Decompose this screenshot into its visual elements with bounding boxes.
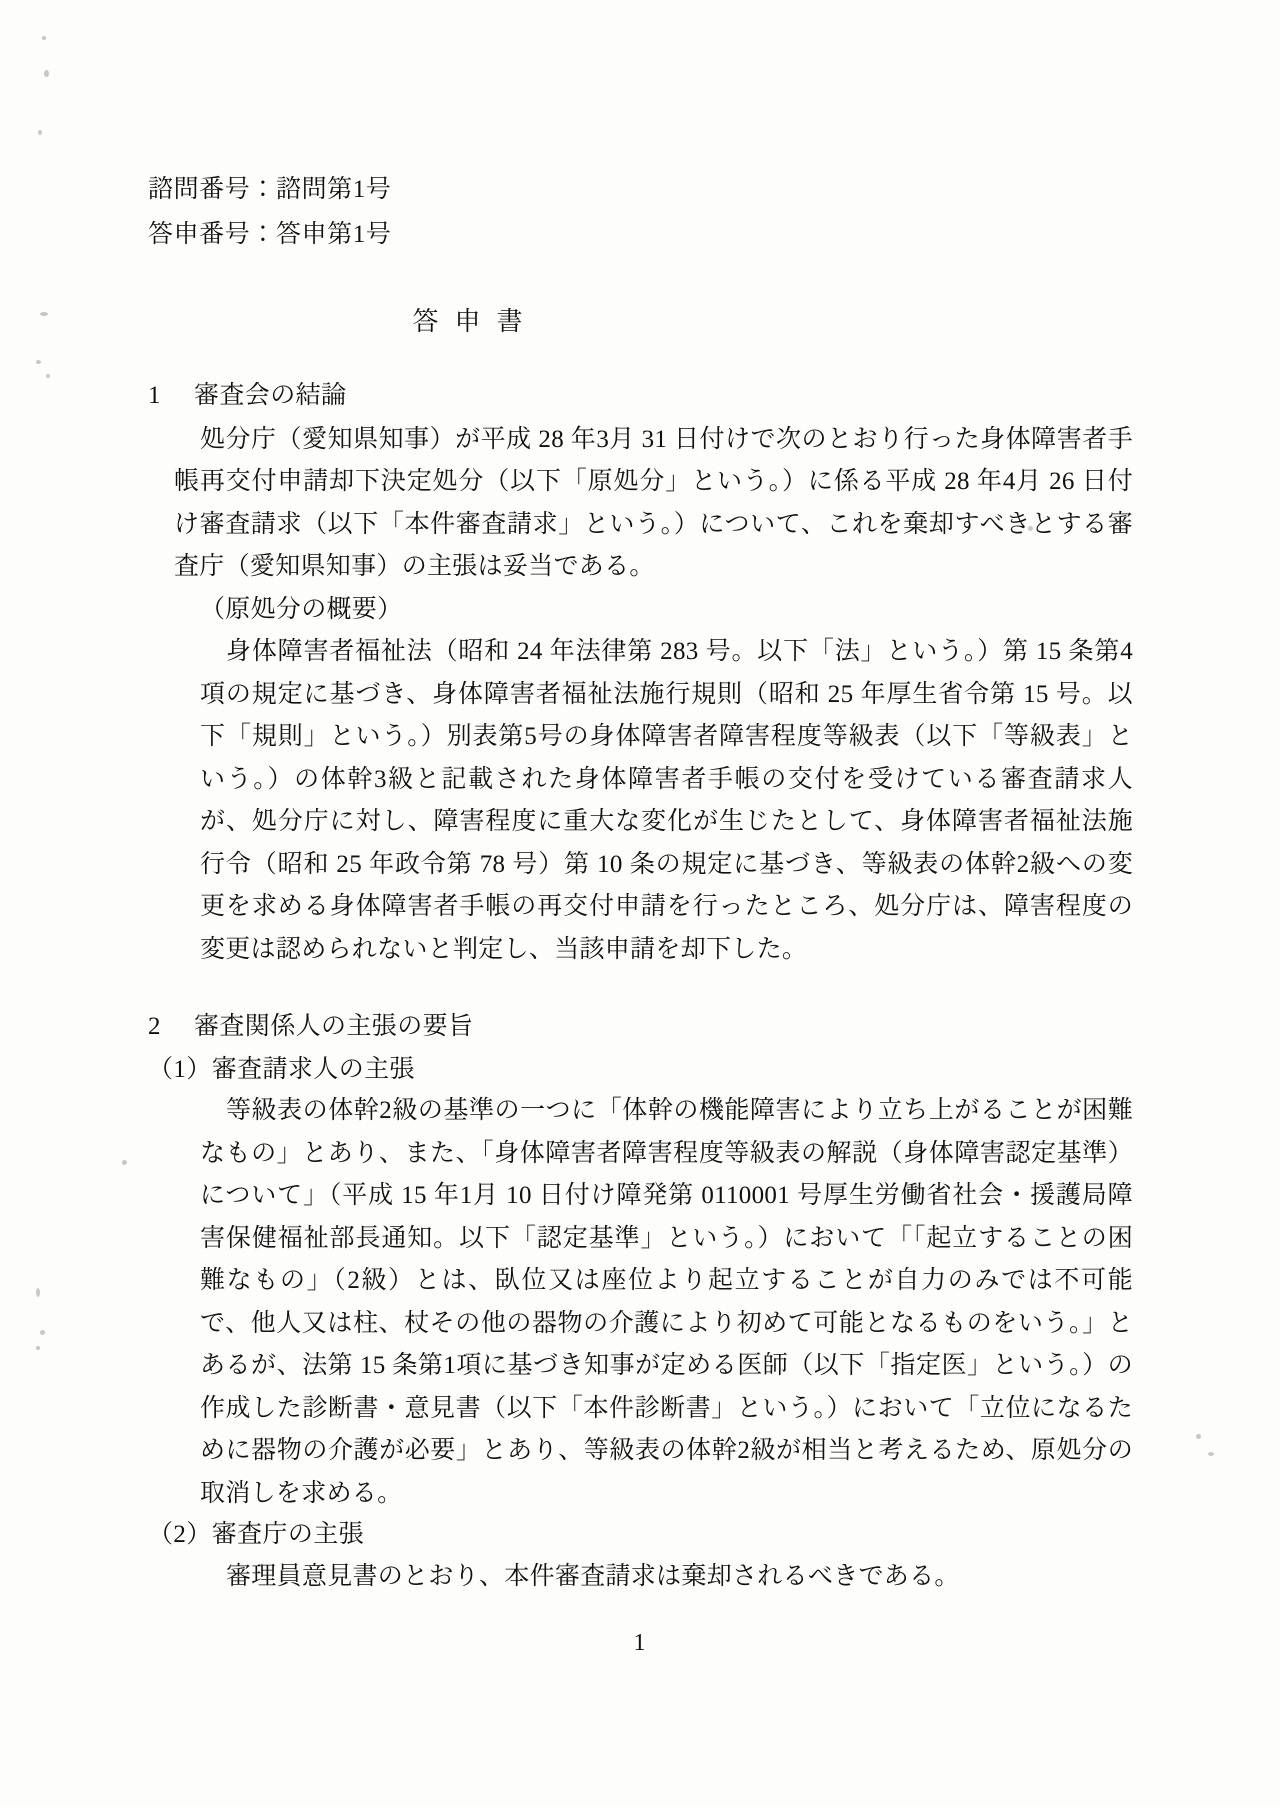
scan-speck (1208, 1452, 1214, 1456)
scan-speck (44, 70, 49, 77)
section-number: 1 (148, 382, 161, 409)
paragraph: 等級表の体幹2級の基準の一つに「体幹の機能障害により立ち上がることが困難なもの」とあり、また、「身体障害者障害程度等級表の解説（身体障害認定基準）について」（平成 15 年1月 10 日付け障発第 0110001 号厚生労働省社会・援護局障害保健福祉部長通知。以下「認定基準」という。）において「「起立することの困難なもの」（2級）とは、臥位又は座位より起立することが自力のみでは不可能で、他人又は柱、杖その他の器物の介護により初めて可能となるものをいう。」とあるが、法第 15 条第1項に基づき知事が定める医師（以下「指定医」という。）の作成した診断書・意見書（以下「本件診断書」という。）において「立位になるために器物の介護が必要」とあり、等級表の体幹2級が相当と考えるため、原処分の取消しを求める。 (200, 1097, 1133, 1507)
section-heading (148, 1007, 1133, 1048)
scan-speck (36, 360, 41, 364)
scan-speck (46, 374, 50, 378)
paragraph: 身体障害者福祉法（昭和 24 年法律第 283 号。以下「法」という。）第 15 条第4項の規定に基づき、身体障害者福祉法施行規則（昭和 25 年厚生省令第 15 号。以下「規則」という。）別表第5号の身体障害者障害程度等級表（以下「等級表」という。）の体幹3級と記載された身体障害者手帳の交付を受けている審査請求人が、処分庁に対し、障害程度に重大な変化が生じたとして、身体障害者福祉法施行令（昭和 25 年政令第 78 号）第 10 条の規定に基づき、等級表の体幹2級への変更を求める身体障害者手帳の再交付申請を行ったところ、処分庁は、障害程度の変更は認められないと判定し、当該申請を却下した。 (200, 638, 1133, 963)
page-number: 1 (633, 1630, 647, 1656)
page-title: 答申書 (412, 307, 539, 336)
subsection-heading-agency: （2）審査庁の主張 (148, 1521, 365, 1548)
section-heading (148, 376, 1133, 417)
section-title: 審査会の結論 (194, 382, 347, 409)
scan-speck (40, 312, 48, 316)
paragraph: 処分庁（愛知県知事）が平成 28 年3月 31 日付けで次のとおり行った身体障害者手帳再交付申請却下決定処分（以下「原処分」という。）に係る平成 28 年4月 26 日付け審査請求（以下「本件審査請求」という。）について、これを棄却すべきとする審査庁（愛知県知事）の主張は妥当である。 (174, 425, 1133, 580)
subsection-heading-appellant: （1）審査請求人の主張 (148, 1055, 415, 1083)
document-body (148, 168, 1133, 1598)
scan-speck (36, 1346, 40, 1350)
reply-number: 答申番号：答申第1号 (148, 220, 392, 248)
scan-speck (122, 1160, 127, 1165)
scan-speck (36, 1288, 40, 1297)
inquiry-number: 諮問番号：諮問第1号 (148, 176, 392, 203)
paragraph-subtitle: （原処分の概要） (200, 595, 403, 623)
section-claims (148, 1007, 1133, 1598)
scan-speck (38, 130, 42, 135)
scan-speck (1196, 1434, 1201, 1439)
section-number: 2 (148, 1013, 161, 1040)
section-title: 審査関係人の主張の要旨 (194, 1013, 474, 1040)
scan-speck (42, 36, 46, 40)
paragraph: 審理員意見書のとおり、本件審査請求は棄却されるべきである。 (226, 1562, 960, 1590)
scan-speck (40, 1330, 45, 1335)
section-conclusion (148, 376, 1133, 971)
